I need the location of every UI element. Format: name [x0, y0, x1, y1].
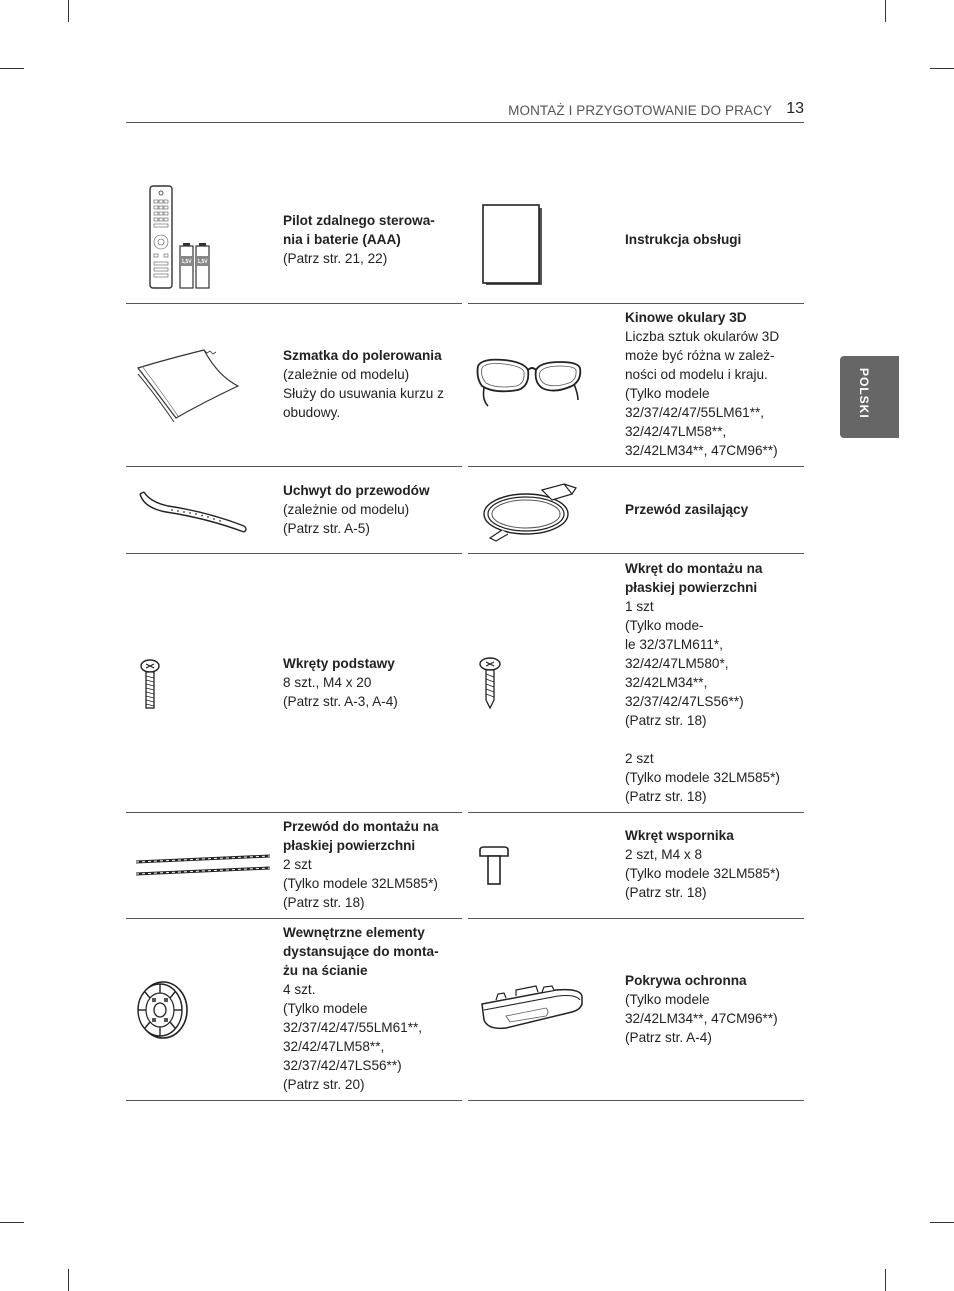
item-body: 8 szt., M4 x 20 (Patrz str. A-3, A-4) [283, 675, 398, 709]
item-body: 2 szt (Tylko modele 32LM585*) (Patrz str. 18) [283, 857, 438, 910]
3d-glasses-icon [474, 352, 584, 410]
stand-screw-icon [139, 658, 161, 710]
item-title: Szmatka do polerowania [283, 348, 442, 363]
row-separator [468, 918, 804, 919]
item-spacers [283, 923, 461, 1094]
page-header [126, 100, 804, 123]
crop-mark [930, 1222, 954, 1223]
item-title: Wewnętrzne elementy dystansujące do monta- żu na ścianie [283, 925, 439, 978]
flat-mount-screw-icon [478, 656, 502, 710]
item-stand-screws [283, 654, 461, 711]
row-separator [468, 1100, 804, 1101]
item-title: Wkręty podstawy [283, 656, 395, 671]
item-body: 2 szt, M4 x 8 (Tylko modele 32LM585*) (Patrz str. 18) [625, 847, 780, 900]
crop-mark [930, 68, 954, 69]
crop-mark [0, 68, 24, 69]
item-remote [283, 211, 458, 268]
crop-mark [68, 0, 69, 22]
row-separator [468, 553, 804, 554]
row-separator [126, 918, 462, 919]
wall-spacer-icon [134, 980, 190, 1040]
battery-label: 1,5V [197, 259, 208, 265]
language-tab-label: POLSKI [857, 368, 871, 419]
row-separator [468, 812, 804, 813]
item-body: (Tylko modele 32/42LM34**, 47CM96**) (Patrz str. A-4) [625, 992, 778, 1045]
manual-icon [481, 203, 545, 287]
battery-label: 1,5V [181, 259, 192, 265]
item-title: Instrukcja obsługi [625, 232, 742, 247]
item-title: Przewód zasilający [625, 502, 749, 517]
item-title: Wkręt wspornika [625, 828, 734, 843]
crop-mark [68, 1269, 69, 1291]
item-title: Uchwyt do przewodów [283, 483, 430, 498]
item-title: Przewód do montażu na płaskiej powierzchni [283, 819, 439, 853]
row-separator [126, 1100, 462, 1101]
item-body: (zależnie od modelu) Służy do usuwania kurzu z obudowy. [283, 367, 444, 420]
row-separator [468, 303, 804, 304]
item-title: Pokrywa ochronna [625, 973, 747, 988]
item-cloth [283, 346, 461, 422]
item-body: (zależnie od modelu) (Patrz str. A-5) [283, 502, 410, 536]
item-power-cord [625, 500, 803, 519]
crop-mark [885, 0, 886, 22]
item-body: (Patrz str. 21, 22) [283, 251, 388, 266]
row-separator [126, 812, 462, 813]
polishing-cloth-icon [134, 346, 244, 422]
item-body: 1 szt (Tylko mode- le 32/37LM611*, 32/42/47LM580*, 32/42LM34**, 32/37/42/47LS56**) (Patrz str. 18) 2 szt (Tylko modele 32LM585*) (Patrz str. 18) [625, 599, 780, 804]
item-flat-screw [625, 559, 803, 806]
item-body: Liczba sztuk okularów 3D może być różna w zależ- ności od modelu i kraju. (Tylko modele 32/37/42/47/55LM61**, 32/42/47LM58**, 32/42LM34**, 47CM96**) [625, 329, 780, 458]
flat-mount-cable-icon [134, 852, 272, 878]
item-body: 4 szt. (Tylko modele 32/37/42/47/55LM61**, 32/42/47LM58**, 32/37/42/47LS56**) (Patrz str. 20) [283, 982, 423, 1092]
bracket-screw-icon [478, 846, 510, 886]
crop-mark [0, 1222, 24, 1223]
header-title: MONTAŻ I PRZYGOTOWANIE DO PRACY [508, 103, 772, 118]
language-tab [840, 356, 899, 438]
item-flat-cable [283, 817, 461, 912]
row-separator [126, 303, 462, 304]
item-cable-holder [283, 481, 461, 538]
remote-control-icon [148, 184, 214, 290]
item-title: Pilot zdalnego sterowa- nia i baterie (AAA) [283, 213, 435, 247]
item-title: Kinowe okulary 3D [625, 310, 747, 325]
item-title: Wkręt do montażu na płaskiej powierzchni [625, 561, 763, 595]
cable-holder-icon [136, 490, 248, 536]
power-cord-icon [480, 480, 580, 542]
row-separator [126, 466, 462, 467]
item-glasses [625, 308, 803, 460]
item-bracket-screw [625, 826, 803, 902]
row-separator [126, 553, 462, 554]
row-separator [468, 466, 804, 467]
protective-cover-icon [476, 984, 586, 1034]
crop-mark [885, 1269, 886, 1291]
item-cover [625, 971, 803, 1047]
item-manual [625, 230, 803, 249]
page-number: 13 [786, 100, 804, 117]
